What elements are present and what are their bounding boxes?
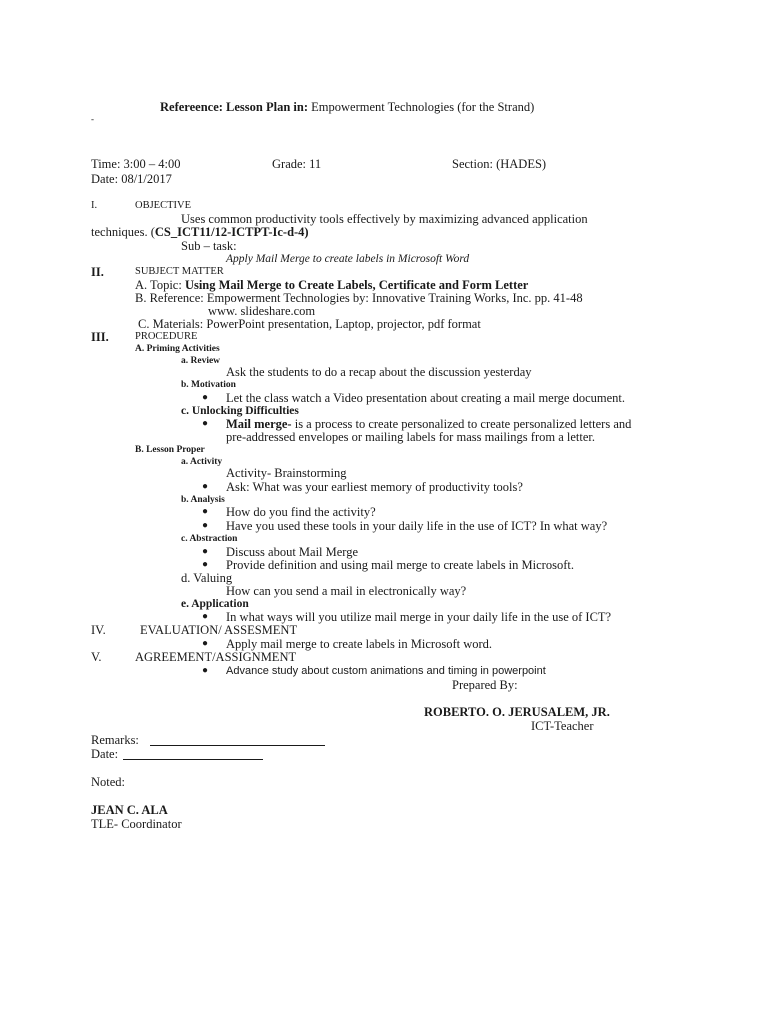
materials-text: C. Materials: PowerPoint presentation, Laptop, projector, pdf format bbox=[138, 317, 481, 331]
stray-mark: - bbox=[91, 114, 94, 124]
section-field: Section: (HADES) bbox=[452, 157, 547, 171]
topic-line bbox=[135, 278, 528, 292]
subject-number: II. bbox=[91, 265, 104, 279]
procedure-number: III. bbox=[91, 330, 109, 344]
unlocking-heading: c. Unlocking Difficulties bbox=[181, 405, 299, 417]
reference-label: Refereence: Lesson Plan in: bbox=[160, 100, 309, 114]
valuing-heading: d. Valuing bbox=[181, 571, 233, 585]
valuing-text: How can you send a mail in electronically way? bbox=[226, 584, 467, 598]
objective-heading: OBJECTIVE bbox=[135, 200, 191, 211]
bullet-icon: ● bbox=[202, 481, 209, 492]
procedure-heading: PROCEDURE bbox=[135, 331, 198, 342]
signoff-date-label: Date: bbox=[91, 747, 119, 761]
teacher-title: ICT-Teacher bbox=[531, 719, 594, 733]
reference-site: www. slideshare.com bbox=[208, 304, 316, 318]
review-heading: a. Review bbox=[181, 356, 221, 366]
bullet-icon: ● bbox=[202, 418, 209, 429]
review-text: Ask the students to do a recap about the discussion yesterday bbox=[226, 365, 532, 379]
time-field: Time: 3:00 – 4:00 bbox=[91, 157, 181, 171]
assignment-item: Advance study about custom animations and timing in powerpoint bbox=[226, 665, 546, 677]
evaluation-heading: EVALUATION/ ASSESMENT bbox=[140, 623, 298, 637]
topic-label: A. Topic: bbox=[135, 278, 185, 292]
bullet-icon: ● bbox=[202, 559, 209, 570]
mail-merge-definition-line-1 bbox=[226, 417, 631, 431]
objective-line-2-prefix: techniques. ( bbox=[91, 225, 155, 239]
bullet-icon: ● bbox=[202, 611, 209, 622]
coordinator-title: TLE- Coordinator bbox=[91, 817, 182, 831]
analysis-item-1: How do you find the activity? bbox=[226, 505, 376, 519]
activity-ask: Ask: What was your earliest memory of productivity tools? bbox=[226, 480, 523, 494]
date-line bbox=[123, 759, 263, 760]
competency-code: CS_ICT11/12-ICTPT-Ic-d-4) bbox=[154, 225, 309, 239]
evaluation-number: IV. bbox=[91, 623, 106, 637]
analysis-heading: b. Analysis bbox=[181, 495, 225, 505]
coordinator-name: JEAN C. ALA bbox=[91, 803, 168, 817]
objective-line-1: Uses common productivity tools effectively by maximizing advanced application bbox=[181, 212, 588, 226]
date-field: Date: 08/1/2017 bbox=[91, 172, 172, 186]
bullet-icon: ● bbox=[202, 546, 209, 557]
application-text: In what ways will you utilize mail merge in your daily life in the use of ICT? bbox=[226, 610, 612, 624]
grade-field: Grade: 11 bbox=[272, 157, 322, 171]
prepared-by-label: Prepared By: bbox=[452, 678, 518, 692]
bullet-icon: ● bbox=[202, 520, 209, 531]
abstraction-item-2: Provide definition and using mail merge to create labels in Microsoft. bbox=[226, 558, 574, 572]
abstraction-heading: c. Abstraction bbox=[181, 534, 238, 544]
reference-line bbox=[160, 100, 534, 114]
motivation-heading: b. Motivation bbox=[181, 380, 236, 390]
activity-heading: a. Activity bbox=[181, 457, 223, 467]
bullet-icon: ● bbox=[202, 638, 209, 649]
reference-subject: Empowerment Technologies (for the Strand) bbox=[308, 100, 535, 114]
analysis-item-2: Have you used these tools in your daily life in the use of ICT? In what way? bbox=[226, 519, 608, 533]
mail-merge-definition: is a process to create personalized to create personalized letters and bbox=[291, 417, 632, 431]
remarks-label: Remarks: bbox=[91, 733, 139, 747]
motivation-text: Let the class watch a Video presentation about creating a mail merge document. bbox=[226, 391, 625, 405]
subject-heading: SUBJECT MATTER bbox=[135, 266, 224, 277]
activity-text: Activity- Brainstorming bbox=[226, 466, 347, 480]
abstraction-item-1: Discuss about Mail Merge bbox=[226, 545, 359, 559]
objective-number: I. bbox=[91, 200, 98, 211]
objective-line-2 bbox=[91, 225, 309, 239]
noted-label: Noted: bbox=[91, 775, 126, 789]
reference-text: B. Reference: Empowerment Technologies by: Innovative Training Works, Inc. pp. 41-48 bbox=[135, 291, 583, 305]
mail-merge-term: Mail merge- bbox=[226, 417, 292, 431]
teacher-name: ROBERTO. O. JERUSALEM, JR. bbox=[424, 705, 610, 719]
evaluation-item: Apply mail merge to create labels in Microsoft word. bbox=[226, 637, 493, 651]
mail-merge-definition-line-2: pre-addressed envelopes or mailing labels for mass mailings from a letter. bbox=[226, 430, 595, 444]
topic-title: Using Mail Merge to Create Labels, Certificate and Form Letter bbox=[184, 278, 529, 292]
lesson-proper-heading: B. Lesson Proper bbox=[135, 445, 205, 455]
remarks-line bbox=[150, 745, 325, 746]
bullet-icon: ● bbox=[202, 665, 209, 676]
subtask-label: Sub – task: bbox=[181, 239, 237, 253]
bullet-icon: ● bbox=[202, 392, 209, 403]
assignment-number: V. bbox=[91, 650, 102, 664]
priming-heading: A. Priming Activities bbox=[135, 344, 220, 354]
bullet-icon: ● bbox=[202, 506, 209, 517]
subtask-text: Apply Mail Merge to create labels in Microsoft Word bbox=[226, 253, 470, 265]
application-heading: e. Application bbox=[181, 598, 249, 610]
assignment-heading: AGREEMENT/ASSIGNMENT bbox=[135, 650, 297, 664]
